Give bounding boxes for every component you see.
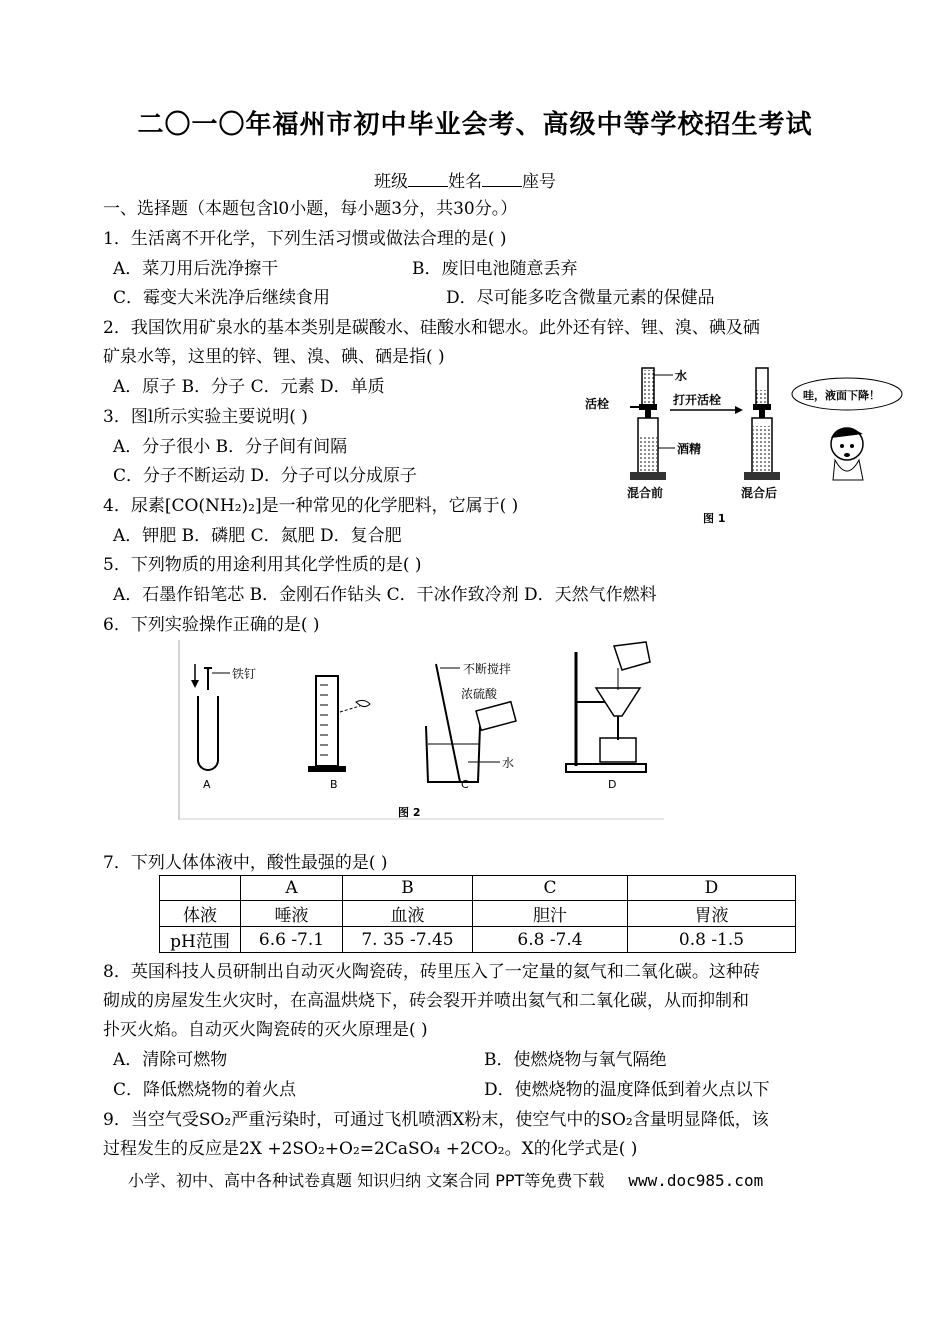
q4-stem: 4．尿素[CO(NH₂)₂]是一种常见的化学肥料，它属于( )	[103, 496, 519, 516]
class-blank	[408, 170, 448, 187]
label-valve: 活栓	[585, 397, 610, 411]
label-c: C	[461, 778, 469, 791]
seat-label: 座号	[522, 172, 556, 192]
q8-stem-line2: 砌成的房屋发生火灾时，在高温烘烧下，砖会裂开并喷出氦气和二氧化碳，从而抑制和	[103, 991, 749, 1011]
q1-option-c: C．霉变大米洗净后继续食用	[113, 288, 331, 308]
ph-table	[159, 875, 796, 953]
figure-1-caption: 图 1	[703, 512, 726, 525]
q2-stem-line2: 矿泉水等，这里的锌、锂、溴、碘、硒是指( )	[103, 347, 445, 367]
q1-option-a: A．菜刀用后洗净擦干	[113, 259, 279, 279]
eye-icon	[356, 700, 370, 706]
table-header-cell	[160, 876, 241, 901]
apparatus-c	[426, 661, 516, 791]
table-cell: 胃液	[628, 901, 796, 927]
q8-stem-line3: 扑灭火焰。自动灭火陶瓷砖的灭火原理是( )	[103, 1020, 428, 1040]
q8-option-d: D．使燃烧物的温度降低到着火点以下	[484, 1080, 770, 1100]
label-water: 水	[675, 369, 688, 383]
class-label: 班级	[374, 172, 408, 192]
q9-stem-line2: 过程发生的反应是2X +2SO₂+O₂=2CaSO₄ +2CO₂。X的化学式是( )	[103, 1139, 638, 1159]
label-stir: 不断搅拌	[463, 662, 512, 676]
student-info	[374, 170, 556, 193]
apparatus-after	[744, 368, 780, 480]
page-title: 二〇一〇年福州市初中毕业会考、高级中等学校招生考试	[137, 110, 813, 140]
q7-stem: 7．下列人体体液中，酸性最强的是( )	[103, 853, 388, 873]
table-cell: 胆汁	[473, 901, 628, 927]
q8-stem-line1: 8．英国科技人员研制出自动灭火陶瓷砖，砖里压入了一定量的氦气和二氧化碳。这种砖	[103, 962, 760, 982]
q8-option-b: B．使燃烧物与氧气隔绝	[484, 1050, 667, 1070]
table-cell: pH范围	[160, 927, 241, 953]
q2-stem-line1: 2．我国饮用矿泉水的基本类别是碳酸水、硅酸水和锶水。此外还有锌、锂、溴、碘及硒	[103, 318, 760, 338]
table-cell: 6.6 -7.1	[241, 927, 343, 953]
footer	[128, 1168, 763, 1191]
label-acid: 浓硫酸	[461, 687, 498, 701]
footer-url[interactable]: www.doc985.com	[628, 1171, 764, 1190]
table-header-cell: B	[343, 876, 473, 901]
label-b: B	[330, 778, 338, 791]
name-blank	[482, 170, 522, 187]
table-header-cell: C	[473, 876, 628, 901]
label-alcohol: 酒精	[677, 442, 702, 456]
label-a: A	[203, 778, 211, 791]
q3-options-cd: C．分子不断运动 D．分子可以分成原子	[113, 466, 418, 486]
q2-options: A．原子 B．分子 C．元素 D．单质	[113, 377, 385, 397]
q1-option-b: B．废旧电池随意丢弃	[412, 259, 578, 279]
label-water-c: 水	[502, 756, 515, 770]
table-row	[160, 901, 796, 927]
figure-1	[575, 360, 905, 530]
label-nail: 铁钉	[232, 667, 257, 681]
apparatus-b	[308, 676, 370, 791]
figure-2-caption: 图 2	[398, 806, 421, 819]
table-cell: 唾液	[241, 901, 343, 927]
table-header-cell: A	[241, 876, 343, 901]
apparatus-before	[630, 368, 666, 480]
q4-options: A．钾肥 B．磷肥 C．氮肥 D．复合肥	[113, 526, 402, 546]
table-cell: 7. 35 -7.45	[343, 927, 473, 953]
section-heading: 一、选择题（本题包含l0小题，每小题3分，共30分。）	[103, 199, 518, 219]
q3-stem: 3．图l所示实验主要说明( )	[103, 407, 308, 427]
q5-stem: 5．下列物质的用途利用其化学性质的是( )	[103, 555, 422, 575]
q9-stem-line1: 9．当空气受SO₂严重污染时，可通过飞机喷洒X粉末，使空气中的SO₂含量明显降低，该	[103, 1110, 769, 1130]
table-row	[160, 927, 796, 953]
q8-option-c: C．降低燃烧物的着火点	[113, 1080, 297, 1100]
apparatus-a	[191, 664, 256, 791]
apparatus-d	[566, 642, 650, 791]
q1-stem: 1．生活离不开化学，下列生活习惯或做法合理的是( )	[103, 229, 507, 249]
label-before: 混合前	[627, 486, 664, 500]
label-d: D	[608, 778, 617, 791]
q5-options: A．石墨作铅笔芯 B．金刚石作钻头 C．干冰作致冷剂 D．天然气作燃料	[113, 585, 657, 605]
table-header-row	[160, 876, 796, 901]
table-cell: 血液	[343, 901, 473, 927]
table-cell: 0.8 -1.5	[628, 927, 796, 953]
q8-option-a: A．清除可燃物	[113, 1050, 228, 1070]
table-cell: 体液	[160, 901, 241, 927]
table-header-cell: D	[628, 876, 796, 901]
label-open-valve: 打开活栓	[673, 393, 722, 407]
child-icon	[831, 428, 863, 480]
footer-text: 小学、初中、高中各种试卷真题 知识归纳 文案合同 PPT等免费下载	[128, 1171, 605, 1190]
speech-text: 哇，液面下降！	[803, 389, 880, 402]
table-cell: 6.8 -7.4	[473, 927, 628, 953]
name-label: 姓名	[448, 172, 482, 192]
figure-2	[178, 640, 668, 822]
label-after: 混合后	[741, 486, 778, 500]
q1-option-d: D．尽可能多吃含微量元素的保健品	[446, 288, 715, 308]
q6-stem: 6．下列实验操作正确的是( )	[103, 615, 320, 635]
q3-options-ab: A．分子很小 B．分子间有间隔	[113, 437, 348, 457]
